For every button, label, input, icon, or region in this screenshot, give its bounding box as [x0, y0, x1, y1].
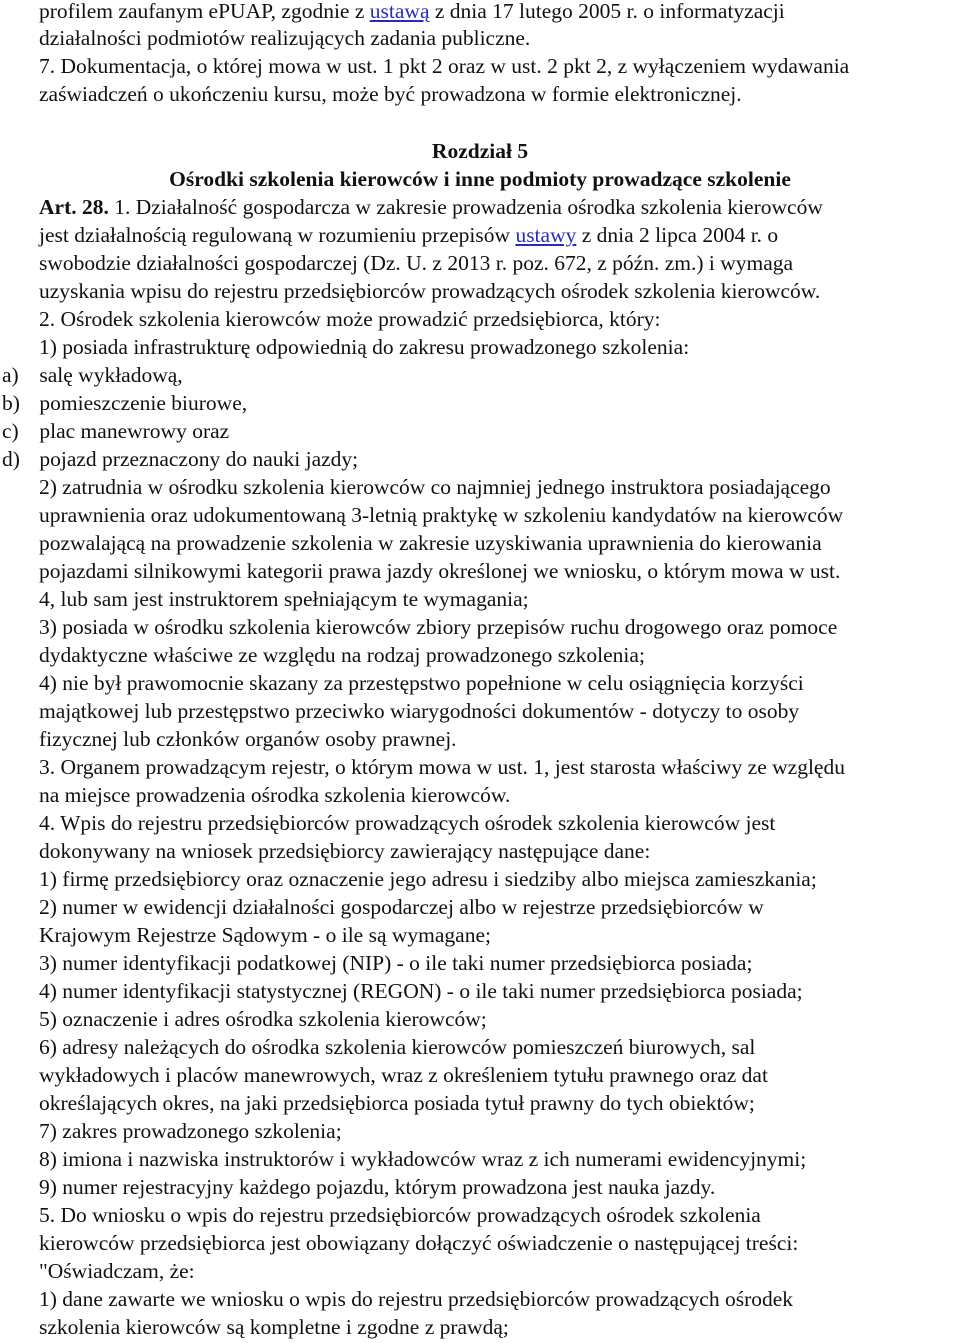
point-2: 2) zatrudnia w ośrodku szkolenia kierowców co najmniej jednego instruktora posiadającego — [39, 475, 831, 499]
statement-intro: "Oświadczam, że: — [39, 1259, 195, 1283]
chapter-subtitle: Ośrodki szkolenia kierowców i inne podmioty prowadzące szkolenie — [169, 167, 791, 191]
statement-item-1: 1) dane zawarte we wniosku o wpis do rejestru przedsiębiorców prowadzących ośrodek — [39, 1287, 794, 1311]
art-paragraph-1: swobodzie działalności gospodarczej (Dz. U. z 2013 r. poz. 672, z późn. zm.) i wymaga — [39, 251, 794, 275]
intro-line: profilem zaufanym ePUAP, zgodnie z ustawą z dnia 17 lutego 2005 r. o informatyzacji — [39, 0, 785, 23]
chapter-title: Rozdział 5 — [431, 139, 529, 163]
art-paragraph-2: 2. Ośrodek szkolenia kierowców może prowadzić przedsiębiorca, który: — [39, 307, 661, 331]
art-paragraph-5: kierowców przedsiębiorca jest obowiązany dołączyć oświadczenie o następującej treści: — [39, 1231, 799, 1255]
data-item-2: 2) numer w ewidencji działalności gospodarczej albo w rejestrze przedsiębiorców w — [39, 895, 764, 919]
art-paragraph-1: Art. 28. 1. Działalność gospodarcza w zakresie prowadzenia ośrodka szkolenia kierowców — [39, 195, 823, 219]
law-link-swoboda[interactable]: ustawy — [515, 223, 577, 247]
point-1: 1) posiada infrastrukturę odpowiednią do zakresu prowadzonego szkolenia: — [39, 335, 690, 359]
art-paragraph-3: na miejsce prowadzenia ośrodka szkolenia kierowców. — [39, 783, 511, 807]
sub-item-c: c) plac manewrowy oraz — [2, 419, 230, 443]
sub-item-b: b) pomieszczenie biurowe, — [2, 391, 248, 415]
statement-item-1: szkolenia kierowców są kompletne i zgodne z prawdą; — [39, 1315, 509, 1339]
data-item-6: wykładowych i placów manewrowych, wraz z określeniem tytułu prawnego oraz dat — [39, 1063, 768, 1087]
art-paragraph-4: dokonywany na wniosek przedsiębiorcy zawierający następujące dane: — [39, 839, 651, 863]
intro-line: działalności podmiotów realizujących zadania publiczne. — [39, 26, 531, 50]
art-paragraph-4: 4. Wpis do rejestru przedsiębiorców prowadzących ośrodek szkolenia kierowców jest — [39, 811, 776, 835]
article-heading: Art. 28. — [39, 195, 109, 219]
data-item-3: 3) numer identyfikacji podatkowej (NIP) - o ile taki numer przedsiębiorca posiada; — [39, 951, 753, 975]
point-2: 4, lub sam jest instruktorem spełniającym te wymagania; — [39, 587, 529, 611]
intro-line: zaświadczeń o ukończeniu kursu, może być prowadzona w formie elektronicznej. — [39, 82, 742, 106]
art-paragraph-1: uzyskania wpisu do rejestru przedsiębiorców prowadzących ośrodek szkolenia kierowców. — [39, 279, 821, 303]
point-4: fizycznej lub członków organów osoby prawnej. — [39, 727, 457, 751]
point-4: majątkowej lub przestępstwo przeciwko wiarygodności dokumentów - dotyczy to osoby — [39, 699, 800, 723]
sub-item-a: a) salę wykładową, — [2, 363, 183, 387]
law-link-informatyzacja[interactable]: ustawą — [369, 0, 430, 23]
point-3: dydaktyczne właściwe ze względu na rodzaj prowadzonego szkolenia; — [39, 643, 645, 667]
intro-line: 7. Dokumentacja, o której mowa w ust. 1 pkt 2 oraz w ust. 2 pkt 2, z wyłączeniem wydawania — [39, 54, 850, 78]
data-item-6: 6) adresy należących do ośrodka szkolenia kierowców pomieszczeń biurowych, sal — [39, 1035, 756, 1059]
data-item-4: 4) numer identyfikacji statystycznej (REGON) - o ile taki numer przedsiębiorca posiada; — [39, 979, 803, 1003]
data-item-2: Krajowym Rejestrze Sądowym - o ile są wymagane; — [39, 923, 491, 947]
data-item-7: 7) zakres prowadzonego szkolenia; — [39, 1119, 342, 1143]
data-item-6: określających okres, na jaki przedsiębiorca posiada tytuł prawny do tych obiektów; — [39, 1091, 755, 1115]
point-2: pojazdami silnikowymi kategorii prawa jazdy określonej we wniosku, o którym mowa w ust. — [39, 559, 841, 583]
point-3: 3) posiada w ośrodku szkolenia kierowców zbiory przepisów ruchu drogowego oraz pomoce — [39, 615, 838, 639]
point-2: pozwalającą na prowadzenie szkolenia w zakresie uzyskiwania uprawnienia do kierowania — [39, 531, 822, 555]
art-paragraph-5: 5. Do wniosku o wpis do rejestru przedsiębiorców prowadzących ośrodek szkolenia — [39, 1203, 761, 1227]
point-4: 4) nie był prawomocnie skazany za przestępstwo popełnione w celu osiągnięcia korzyści — [39, 671, 804, 695]
data-item-8: 8) imiona i nazwiska instruktorów i wykładowców wraz z ich numerami ewidencyjnymi; — [39, 1147, 807, 1171]
data-item-5: 5) oznaczenie i adres ośrodka szkolenia kierowców; — [39, 1007, 487, 1031]
sub-item-d: d) pojazd przeznaczony do nauki jazdy; — [2, 447, 359, 471]
data-item-9: 9) numer rejestracyjny każdego pojazdu, którym prowadzona jest nauka jazdy. — [39, 1175, 716, 1199]
art-paragraph-1: jest działalnością regulowaną w rozumieniu przepisów ustawy z dnia 2 lipca 2004 r. o — [39, 223, 779, 247]
art-paragraph-3: 3. Organem prowadzącym rejestr, o którym mowa w ust. 1, jest starosta właściwy ze względu — [39, 755, 845, 779]
data-item-1: 1) firmę przedsiębiorcy oraz oznaczenie jego adresu i siedziby albo miejsca zamieszkania; — [39, 867, 817, 891]
point-2: uprawnienia oraz udokumentowaną 3-letnią praktykę w szkoleniu kandydatów na kierowców — [39, 503, 844, 527]
